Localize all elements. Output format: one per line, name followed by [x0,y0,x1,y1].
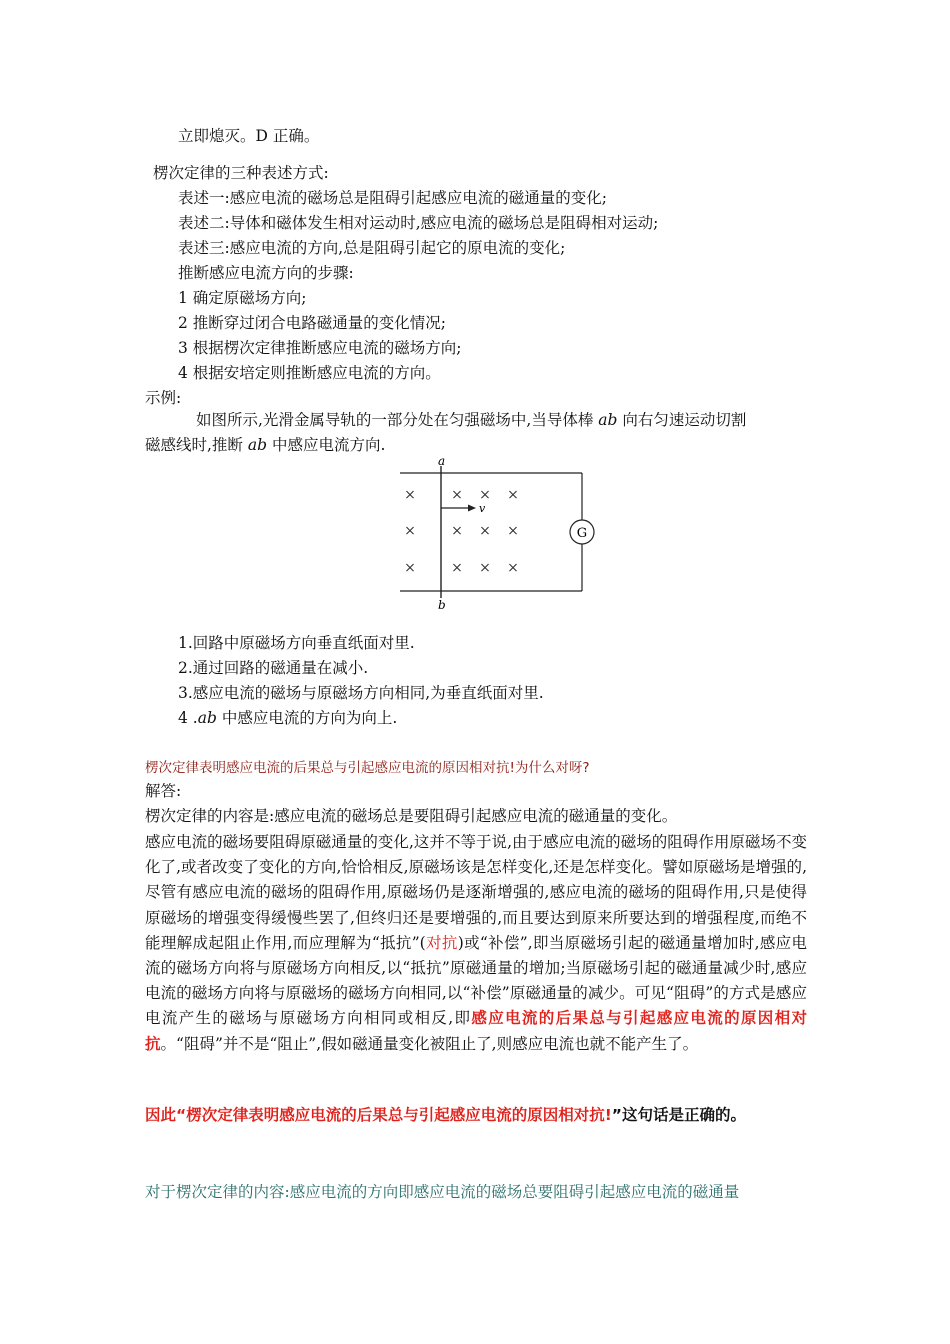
field-cross: × [404,523,416,539]
step-item: 3 根据楞次定律推断感应电流的磁场方向; [178,339,462,357]
label-b: b [438,598,446,612]
galvanometer-label: G [576,526,588,541]
field-cross: × [451,523,463,539]
circuit-figure [390,454,620,614]
step-item: 1 确定原磁场方向; [178,289,307,307]
field-cross: × [479,523,491,539]
answer-content-line: 楞次定律的内容是:感应电流的磁场总是要阻碍引起感应电流的磁通量的变化。 [145,807,678,825]
step-item: 2 推断穿过闭合电路磁通量的变化情况; [178,314,447,332]
example-label: 示例: [145,389,182,407]
answer-item: 4 .ab 中感应电流的方向为向上. [178,709,398,727]
field-cross: × [404,487,416,503]
field-cross: × [404,560,416,576]
law-item: 表述二:导体和磁体发生相对运动时,感应电流的磁场总是阻碍相对运动; [178,214,659,232]
label-v: v [479,502,486,515]
velocity-arrow-icon [468,505,476,512]
text-line: 立即熄灭。D 正确。 [178,127,320,145]
answer-label: 解答: [145,782,182,800]
field-cross: × [507,560,519,576]
field-cross: × [451,487,463,503]
explanation-paragraph: 感应电流的磁场要阻碍原磁通量的变化,这并不等于说,由于感应电流的磁场的阻碍作用原磁场不变化了,或者改变了变化的方向,恰恰相反,原磁场该是怎样变化,还是怎样变化。譬如原磁场是增强的,尽管有感应电流的磁场的阻碍作用,原磁场仍是逐渐增强的,感应电流的磁场的阻碍作用,只是使得原磁场的增强变得缓慢些罢了,但终归还是要增强的,而且要达到原来所要达到的增强程度,而绝不能理解成起阻止作用,而应理解为“抵抗”(对抗)或“补偿”,即当原磁场引起的磁通量增加时,感应电流的磁场方向将与原磁场方向相反,以“抵抗”原磁通量的增加;当原磁场引起的磁通量减少时,感应电流的磁场方向将与原磁场的磁场方向相同,以“补偿”原磁通量的减少。可见“阻碍”的方式是感应电流产生的磁场与原磁场方向相同或相反,即感应电流的后果总与引起感应电流的原因相对抗。“阻碍”并不是“阻止”,假如磁通量变化被阻止了,则感应电流也就不能产生了。 [145,833,807,1053]
answer-item: 1.回路中原磁场方向垂直纸面对里. [178,634,415,652]
bottom-line: 对于楞次定律的内容:感应电流的方向即感应电流的磁场总要阻碍引起感应电流的磁通量 [145,1183,740,1201]
step-item: 4 根据安培定则推断感应电流的方向。 [178,364,441,382]
field-cross: × [479,560,491,576]
highlight-text: 楞次定律表明感应电流的后果总与引起感应电流的原因相对抗! [186,1106,612,1124]
highlight-text: 感应电流的后果总与引起感应电流的原因相对抗 [145,1009,807,1053]
highlight-text: 对抗 [425,933,458,952]
law-item: 表述一:感应电流的磁场总是阻碍引起感应电流的磁通量的变化; [178,189,607,207]
answer-item: 2.通过回路的磁通量在减小. [178,659,369,677]
field-cross: × [507,523,519,539]
answer-item: 3.感应电流的磁场与原磁场方向相同,为垂直纸面对里. [178,684,544,702]
section-heading: 楞次定律的三种表述方式: [153,164,329,182]
law-item: 表述三:感应电流的方向,总是阻碍引起它的原电流的变化; [178,239,566,257]
field-cross: × [479,487,491,503]
field-cross: × [451,560,463,576]
question-heading: 楞次定律表明感应电流的后果总与引起感应电流的原因相对抗!为什么对呀? [145,760,590,776]
conclusion-line: 因此“楞次定律表明感应电流的后果总与引起感应电流的原因相对抗!”这句话是正确的。 [145,1106,746,1124]
example-text: 如图所示,光滑金属导轨的一部分处在匀强磁场中,当导体棒 ab 向右匀速运动切割 [196,411,747,429]
field-cross: × [507,487,519,503]
label-a: a [438,454,446,468]
section-heading: 推断感应电流方向的步骤: [178,264,354,282]
example-text: 磁感线时,推断 ab 中感应电流方向. [145,436,386,454]
